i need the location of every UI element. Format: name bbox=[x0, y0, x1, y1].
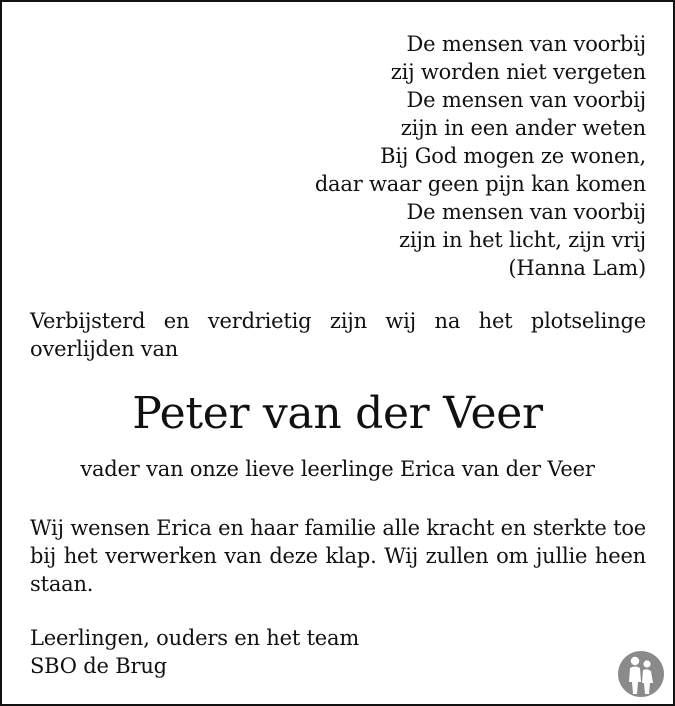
poem-attribution: (Hanna Lam) bbox=[508, 256, 646, 280]
signature bbox=[30, 624, 359, 680]
relation-text: vader van onze lieve leerlinge Erica van der Veer bbox=[80, 457, 595, 481]
poem-line: zijn in een ander weten bbox=[400, 116, 646, 140]
poem-line: Bij God mogen ze wonen, bbox=[380, 144, 646, 168]
memorial-figure-icon-graphic bbox=[617, 650, 665, 698]
intro-text: Verbijsterd en verdrietig zijn wij na het plotselinge overlijden van bbox=[30, 309, 646, 361]
poem-line: daar waar geen pijn kan komen bbox=[314, 172, 646, 196]
memorial-figure-icon bbox=[617, 650, 665, 698]
poem bbox=[315, 30, 646, 282]
condolence-message: Wij wensen Erica en haar familie alle kracht en sterkte toe bij het verwerken van deze klap. Wij zullen om jullie heen staan. bbox=[30, 516, 646, 596]
signature-org: SBO de Brug bbox=[30, 654, 167, 678]
deceased-name: Peter van der Veer bbox=[132, 388, 543, 439]
poem-line: De mensen van voorbij bbox=[406, 32, 646, 56]
logo-head-right bbox=[643, 660, 650, 667]
signature-line: Leerlingen, ouders en het team bbox=[30, 626, 360, 650]
logo-head-left bbox=[631, 657, 639, 665]
logo-circle bbox=[618, 651, 664, 697]
poem-line: zij worden niet vergeten bbox=[390, 60, 646, 84]
poem-line: De mensen van voorbij bbox=[406, 88, 646, 112]
poem-line: De mensen van voorbij bbox=[406, 200, 646, 224]
poem-line: zijn in het licht, zijn vrij bbox=[398, 228, 646, 252]
